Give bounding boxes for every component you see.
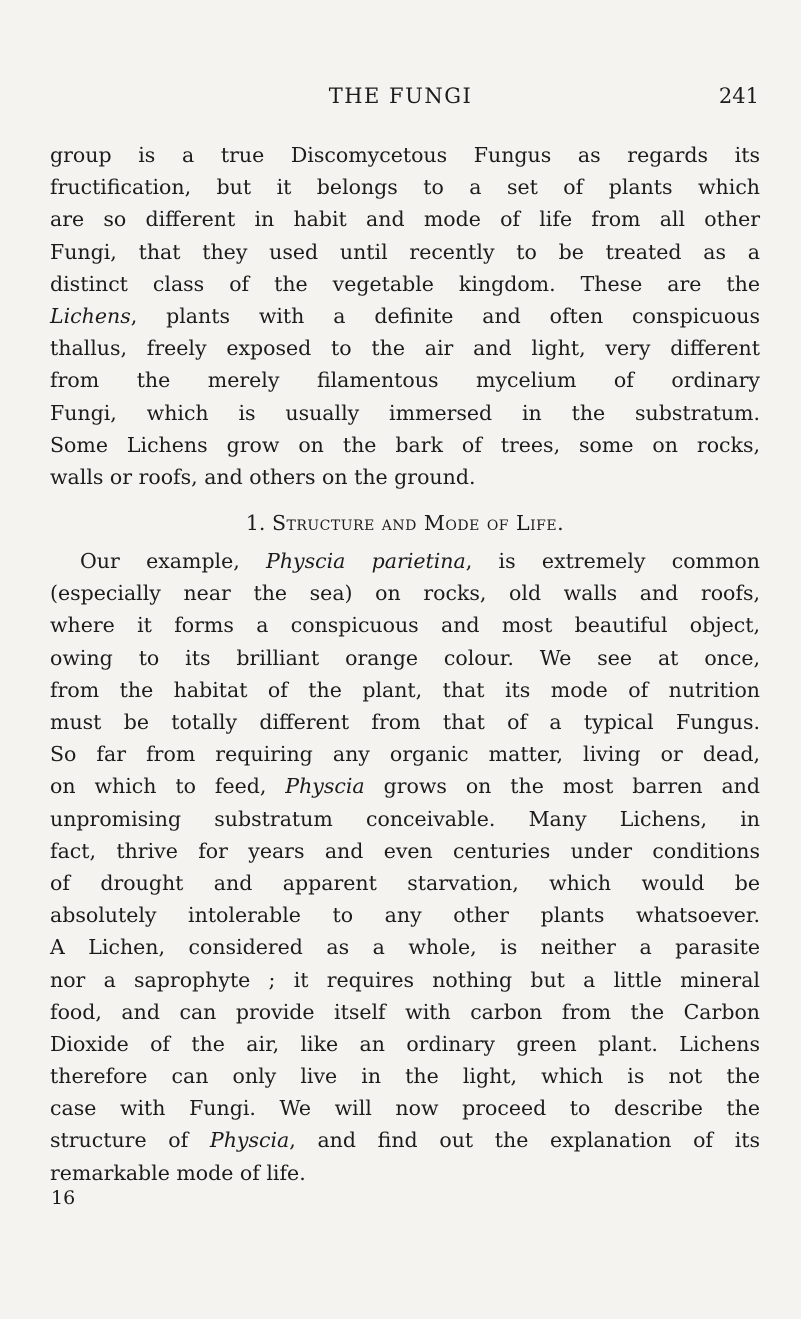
- text-fragment: grows on the most barren and: [364, 774, 760, 799]
- text-fragment: , is extremely common: [465, 549, 760, 574]
- text-line: A Lichen, considered as a whole, is neither a parasite: [50, 935, 760, 960]
- text-line: distinct class of the vegetable kingdom. These are the: [50, 271, 760, 296]
- text-fragment: on which to feed,: [50, 774, 286, 799]
- italic-term: Physcia: [285, 774, 365, 799]
- text-line: So far from requiring any organic matter, living or dead,: [50, 742, 760, 767]
- text-line: case with Fungi. We will now proceed to describe the: [50, 1096, 760, 1121]
- text-line: where it forms a conspicuous and most beautiful object,: [50, 613, 760, 638]
- text-line: walls or roofs, and others on the ground.: [50, 464, 476, 489]
- text-line: absolutely intolerable to any other plants whatsoever.: [50, 903, 760, 928]
- text-fragment: Our example,: [80, 549, 267, 574]
- text-line: thallus, freely exposed to the air and light, very different: [50, 336, 760, 361]
- text-line: [50, 300, 760, 332]
- text-line: remarkable mode of life.: [50, 1160, 306, 1185]
- text-fragment: structure of: [50, 1128, 210, 1153]
- body-text: [50, 139, 760, 1189]
- page-number: 241: [718, 84, 759, 108]
- text-line: Fungi, that they used until recently to be treated as a: [50, 239, 760, 264]
- text-line: nor a saprophyte ; it requires nothing but a little mineral: [50, 967, 760, 992]
- text-line: (especially near the sea) on rocks, old walls and roofs,: [50, 581, 760, 606]
- text-line: Dioxide of the air, like an ordinary green plant. Lichens: [50, 1031, 760, 1056]
- text-line: [50, 1124, 760, 1156]
- signature-mark: 16: [51, 1187, 76, 1209]
- text-line: Fungi, which is usually immersed in the substratum.: [50, 400, 760, 425]
- text-line: therefore can only live in the light, which is not the: [50, 1064, 760, 1089]
- section-title: Structure and Mode of Life.: [271, 511, 565, 536]
- text-line: are so different in habit and mode of life from all other: [50, 207, 760, 232]
- italic-term: Physcia parietina: [266, 549, 466, 574]
- section-number: 1.: [245, 511, 266, 536]
- text-fragment: , plants with a definite and often conspicuous: [130, 303, 760, 328]
- italic-term: Lichens: [50, 303, 131, 328]
- text-line: owing to its brilliant orange colour. We see at once,: [50, 645, 760, 670]
- text-line: from the habitat of the plant, that its mode of nutrition: [50, 677, 760, 702]
- italic-term: Physcia: [209, 1128, 290, 1153]
- text-line: of drought and apparent starvation, which would be: [50, 870, 760, 895]
- running-title: THE FUNGI: [328, 84, 473, 108]
- section-heading: [50, 501, 760, 545]
- text-line: [50, 770, 760, 802]
- text-line: unpromising substratum conceivable. Many Lichens, in: [50, 806, 760, 831]
- text-line: from the merely filamentous mycelium of ordinary: [50, 368, 760, 393]
- text-line: fact, thrive for years and even centuries under conditions: [50, 838, 760, 863]
- text-line: [50, 545, 760, 577]
- text-line: fructification, but it belongs to a set of plants which: [50, 175, 760, 200]
- text-line: group is a true Discomycetous Fungus as regards its: [50, 143, 760, 167]
- running-head: [0, 84, 801, 114]
- text-line: food, and can provide itself with carbon from the Carbon: [50, 999, 760, 1024]
- text-fragment: , and find out the explanation of its: [289, 1128, 761, 1153]
- text-line: Some Lichens grow on the bark of trees, some on rocks,: [50, 432, 760, 457]
- text-line: must be totally different from that of a typical Fungus.: [50, 710, 760, 734]
